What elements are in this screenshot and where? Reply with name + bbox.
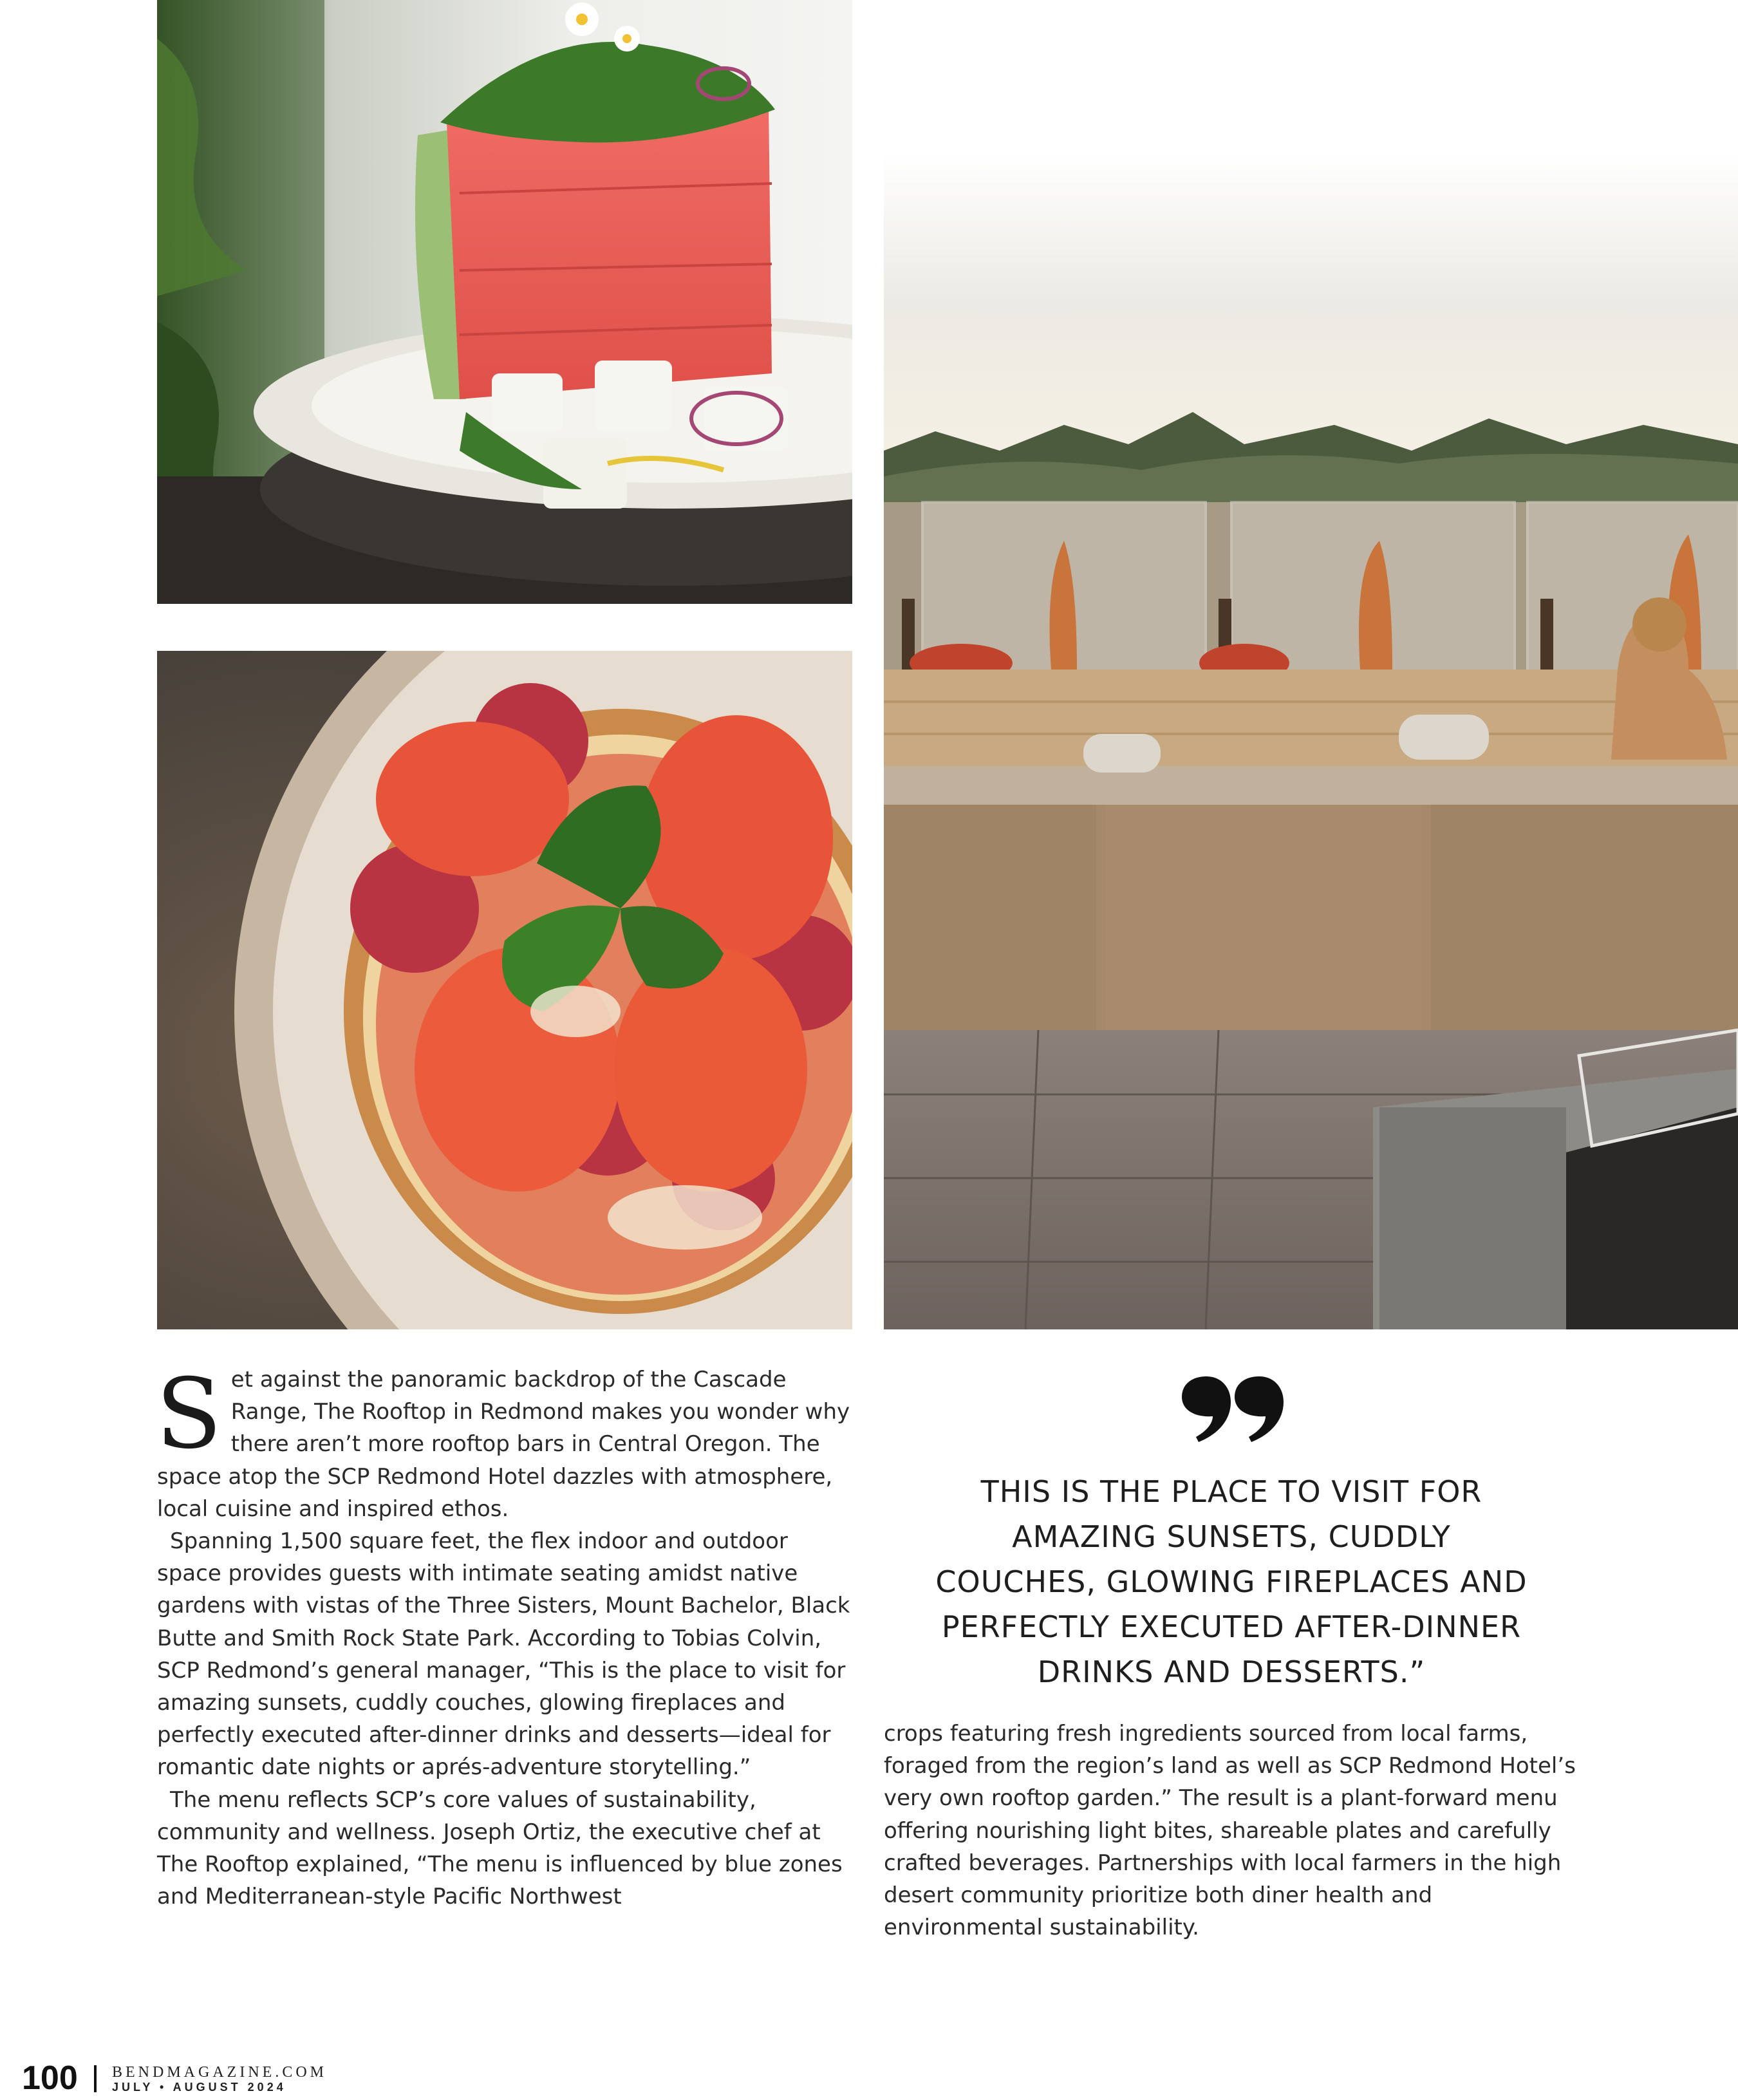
pull-quote-line: AMAZING SUNSETS, CUDDLY bbox=[1012, 1519, 1451, 1554]
magazine-site: BENDMAGAZINE.COM bbox=[112, 2064, 327, 2081]
footer-divider bbox=[94, 2065, 97, 2092]
watermelon-salad-illustration bbox=[157, 0, 852, 604]
pull-quote-line: PERFECTLY EXECUTED AFTER-DINNER bbox=[941, 1609, 1522, 1644]
pull-quote-line: DRINKS AND DESSERTS.” bbox=[1037, 1655, 1426, 1689]
rooftop-lounge-illustration bbox=[884, 0, 1738, 1329]
watermelon-salad-photo bbox=[157, 0, 852, 604]
quote-mark-icon bbox=[1182, 1376, 1284, 1442]
issue-date: JULY • AUGUST 2024 bbox=[112, 2081, 286, 2094]
drop-cap: S bbox=[156, 1358, 222, 1470]
page-number: 100 bbox=[22, 2059, 78, 2097]
pizza-photo bbox=[157, 651, 852, 1329]
pull-quote bbox=[884, 1469, 1579, 1694]
article-paragraph-3: The menu reflects SCP’s core values of sustainability, community and wellness. Joseph Ortiz, the executive chef at The Rooftop explained, “The menu is influenced by blue zones and Mediterranean-style Pacific Northwest bbox=[157, 1786, 843, 1910]
rooftop-lounge-photo bbox=[884, 0, 1738, 1329]
article-paragraph-4: crops featuring fresh ingredients sourced from local farms, foraged from the region’s land as well as SCP Redmond Hotel’s very own rooftop garden.” The result is a plant-forward menu offering nourishing light bites, shareable plates and carefully crafted beverages. Partnerships with local farmers in the high desert community prioritize both diner health and environmental sustainability. bbox=[884, 1721, 1576, 1941]
pizza-illustration bbox=[157, 651, 852, 1329]
article-column-left bbox=[156, 1358, 852, 1913]
pull-quote-line: THIS IS THE PLACE TO VISIT FOR bbox=[980, 1474, 1482, 1509]
paragraph-1-text: et against the panoramic backdrop of the Cascade Range, The Rooftop in Redmond makes you wonder why there aren’t more rooftop bars in Central Oregon. The space atop the SCP Redmond Hotel dazzles with atmosphere, local cuisine and inspired ethos. bbox=[157, 1367, 850, 1522]
article-paragraph-1 bbox=[156, 1358, 852, 1525]
article-column-right bbox=[884, 1718, 1579, 1944]
pull-quote-line: COUCHES, GLOWING FIREPLACES AND bbox=[935, 1564, 1528, 1599]
article-paragraph-2: Spanning 1,500 square feet, the flex indoor and outdoor space provides guests with intimate seating amidst native gardens with vistas of the Three Sisters, Mount Bachelor, Black Butte and Smith Rock State Park. According to Tobias Colvin, SCP Redmond’s general manager, “This is the place to visit for amazing sunsets, cuddly couches, glowing fireplaces and perfectly executed after-dinner drinks and desserts—ideal for romantic date nights or aprés-adventure storytelling.” bbox=[157, 1528, 850, 1781]
